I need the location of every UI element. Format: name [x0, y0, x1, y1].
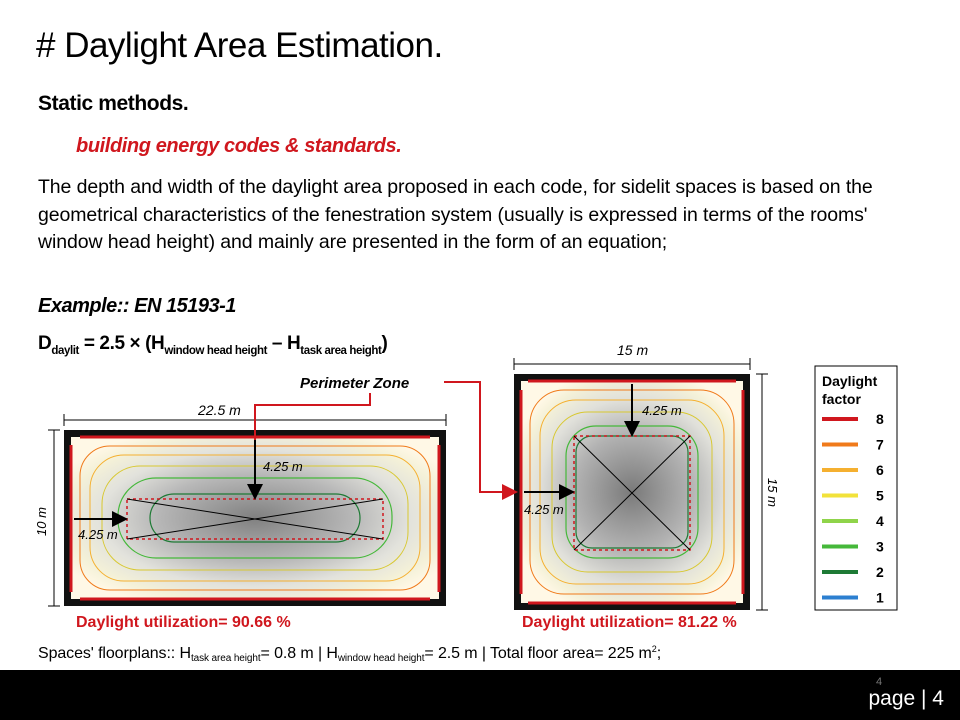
- floorplans-caption: [38, 644, 661, 664]
- footer-bar: [0, 670, 960, 720]
- example-label: Example:: EN 15193-1: [38, 295, 236, 317]
- page-number-small: 4: [876, 676, 883, 688]
- room1-height-label: 10 m: [34, 507, 49, 536]
- equation-middle: = 2.5 × (H: [78, 333, 165, 354]
- legend-label-7: 7: [876, 436, 884, 453]
- daylight-factor-legend: [815, 366, 897, 610]
- equation-sub-window: window head height: [164, 345, 268, 357]
- legend-label-4: 4: [876, 513, 884, 529]
- legend-label-3: 3: [876, 538, 884, 555]
- legend-label-8: 8: [876, 411, 884, 427]
- floorplans-sub-task: task area height: [190, 653, 261, 664]
- description-paragraph: The depth and width of the daylight area proposed in each code, for sidelit spaces is based on the geometrical characteristics of the fenestration system (usually is expressed in terms of the rooms' window head height) and mainly are presented in the form of an equation;: [38, 176, 873, 253]
- room2-depth-label-side: 4.25 m: [524, 502, 564, 517]
- page-number: page | 4: [868, 687, 944, 710]
- legend-title-line1: Daylight: [822, 373, 878, 389]
- legend-label-6: 6: [876, 462, 884, 478]
- room1-floorplan: [34, 402, 446, 606]
- legend-title-line2: factor: [822, 391, 861, 407]
- room1-width-label: 22.5 m: [198, 402, 241, 418]
- room2-utilization: Daylight utilization= 81.22 %: [522, 614, 737, 631]
- floorplans-prefix: Spaces' floorplans:: H: [38, 645, 191, 662]
- room1-depth-label-side: 4.25 m: [78, 527, 118, 542]
- equation-minus: – H: [267, 333, 301, 354]
- room2-width-label: 15 m: [617, 342, 649, 358]
- floorplans-sub-window: window head height: [337, 653, 425, 664]
- floorplans-sup: 2: [651, 644, 657, 654]
- legend-label-2: 2: [876, 564, 884, 580]
- equation-sub-task: task area height: [300, 345, 382, 357]
- perimeter-zone-label: Perimeter Zone: [300, 375, 410, 392]
- page-title: # Daylight Area Estimation.: [36, 26, 443, 65]
- room2-height-label: 15 m: [765, 478, 780, 507]
- room1-depth-label-top: 4.25 m: [263, 459, 303, 474]
- section-subtitle: Static methods.: [38, 92, 189, 115]
- equation-close: ): [381, 333, 388, 354]
- room2-depth-label-top: 4.25 m: [642, 403, 682, 418]
- perimeter-zone-leader-2: [444, 382, 514, 492]
- equation-lhs-sub: daylit: [51, 345, 79, 357]
- floorplans-end: ;: [656, 645, 662, 662]
- room2-floorplan: [514, 342, 780, 610]
- daylight-floorplans-figure: [0, 340, 960, 620]
- floorplans-mid1: = 0.8 m | H: [260, 645, 338, 662]
- legend-label-5: 5: [876, 487, 884, 504]
- equation-lhs: D: [38, 333, 52, 354]
- room1-utilization: Daylight utilization= 90.66 %: [76, 614, 291, 631]
- floorplans-mid2: = 2.5 m | Total floor area= 225 m: [424, 645, 652, 662]
- legend-label-1: 1: [876, 589, 884, 606]
- codes-label: building energy codes & standards.: [76, 135, 402, 157]
